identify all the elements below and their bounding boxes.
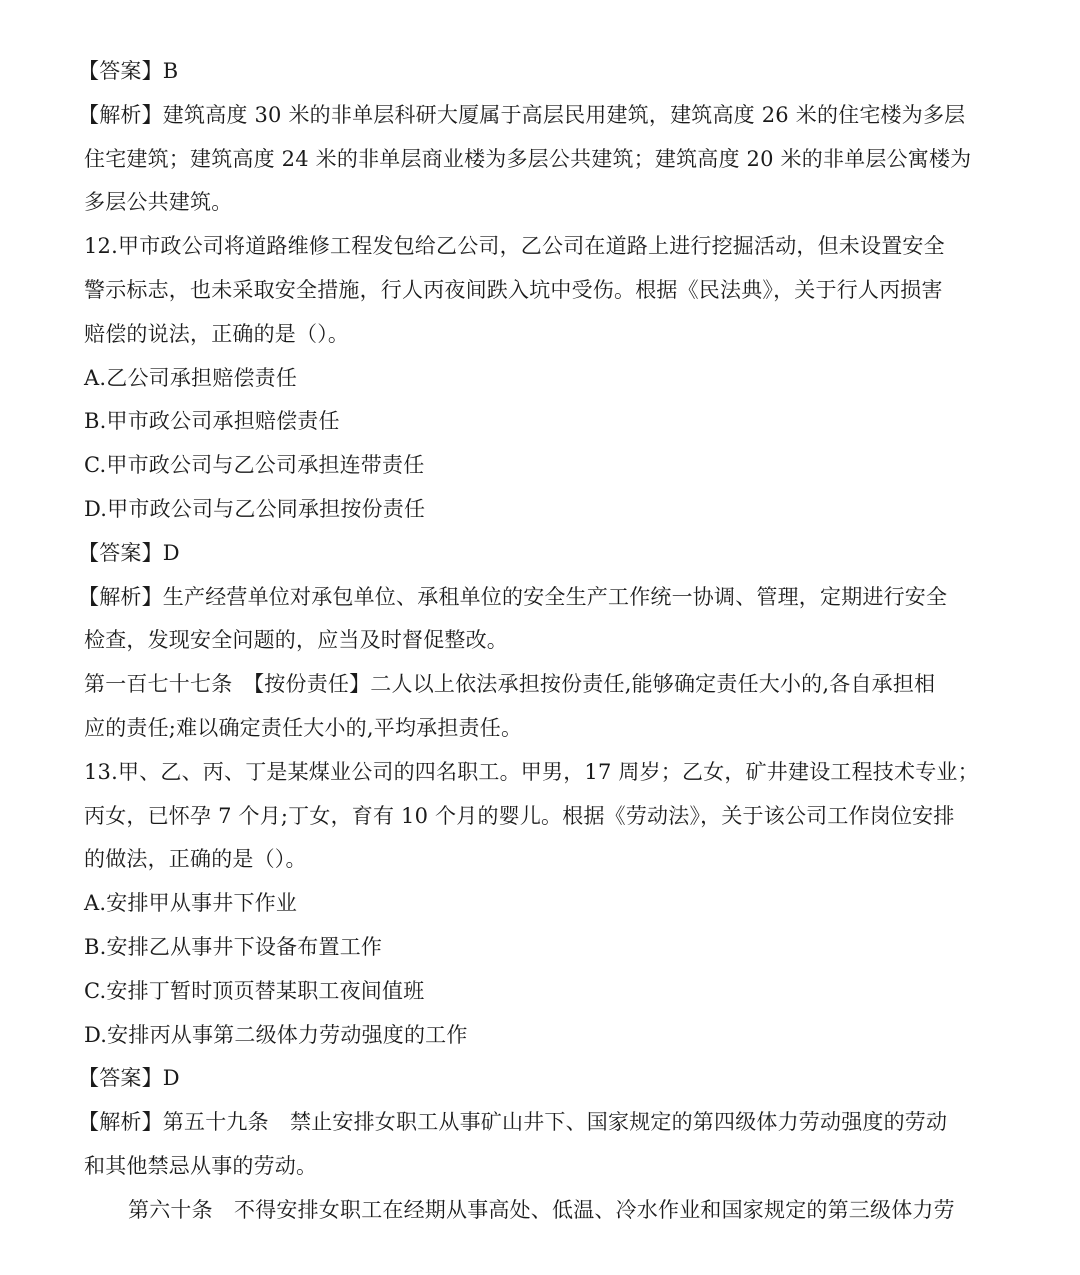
text-line: 丙女，已怀孕 7 个月;丁女，育有 10 个月的婴儿。根据《劳动法》，关于该公司工作岗位安排: [84, 803, 955, 828]
option-line: A.安排甲从事井下作业: [84, 891, 298, 916]
text-line: 第一百七十七条 【按份责任】二人以上依法承担按份责任,能够确定责任大小的,各自承担相: [84, 672, 936, 697]
answer-line: 【答案】D: [78, 1066, 180, 1091]
text-line: 赔偿的说法，正确的是（）。: [84, 321, 350, 346]
option-line: C.安排丁暂时顶页替某职工夜间值班: [84, 978, 425, 1003]
option-line: A.乙公司承担赔偿责任: [84, 365, 298, 390]
text-line: 多层公共建筑。: [84, 190, 233, 215]
option-line: C.甲市政公司与乙公司承担连带责任: [84, 453, 425, 478]
analysis-line: 【解析】生产经营单位对承包单位、承租单位的安全生产工作统一协调、管理，定期进行安全: [78, 584, 948, 609]
document-page: [78, 50, 998, 1233]
text-line: 和其他禁忌从事的劳动。: [84, 1153, 318, 1178]
question-line: 12.甲市政公司将道路维修工程发包给乙公司，乙公司在道路上进行挖掘活动，但未设置安全: [84, 234, 945, 259]
text-line: 警示标志，也未采取安全措施，行人丙夜间跌入坑中受伤。根据《民法典》，关于行人丙损害: [84, 277, 943, 302]
answer-line: 【答案】D: [78, 540, 180, 565]
option-line: B.安排乙从事井下设备布置工作: [84, 934, 383, 959]
answer-line: 【答案】B: [78, 59, 179, 83]
option-line: D.甲市政公司与乙公同承担按份责任: [84, 496, 426, 521]
text-line: 检查，发现安全问题的，应当及时督促整改。: [84, 628, 508, 653]
question-line: 13.甲、乙、丙、丁是某煤业公司的四名职工。甲男，17 周岁；乙女，矿井建设工程技术专业；: [84, 759, 979, 784]
option-line: D.安排丙从事第二级体力劳动强度的工作: [84, 1022, 468, 1047]
analysis-line: 【解析】第五十九条 禁止安排女职工从事矿山井下、国家规定的第四级体力劳动强度的劳动: [78, 1110, 948, 1135]
indented-text-line: 第六十条 不得安排女职工在经期从事高处、低温、冷水作业和国家规定的第三级体力劳: [128, 1197, 955, 1222]
text-line: 应的责任;难以确定责任大小的,平均承担责任。: [84, 715, 523, 740]
option-line: B.甲市政公司承担赔偿责任: [84, 409, 340, 434]
text-line: 的做法，正确的是（）。: [84, 847, 307, 872]
analysis-line: 【解析】建筑高度 30 米的非单层科研大厦属于高层民用建筑，建筑高度 26 米的住宅楼为多层: [78, 102, 966, 127]
text-line: 住宅建筑；建筑高度 24 米的非单层商业楼为多层公共建筑；建筑高度 20 米的非单层公寓楼为: [84, 146, 972, 171]
